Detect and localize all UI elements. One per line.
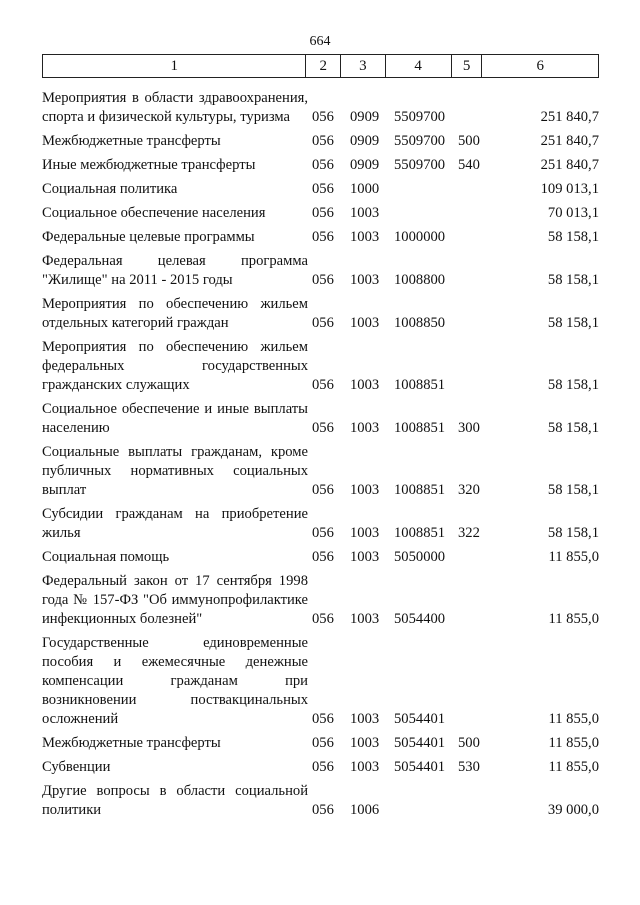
row-name: Мероприятия по обеспечению жильем отдельных категорий граждан — [42, 296, 308, 331]
table-row — [42, 175, 599, 199]
row-name: Социальное обеспечение населения — [42, 205, 266, 221]
row-section-code: 1003 — [350, 420, 380, 436]
row-expense-type: 322 — [458, 525, 480, 541]
row-section-code: 0909 — [350, 157, 380, 173]
row-amount: 58 158,1 — [547, 377, 599, 393]
row-section-code: 1003 — [350, 759, 380, 775]
row-name: Социальная политика — [42, 181, 178, 197]
row-target-code: 5509700 — [394, 109, 446, 125]
row-target-code: 1008851 — [394, 482, 446, 498]
table-row — [42, 84, 599, 127]
row-name: Федеральные целевые программы — [42, 229, 255, 245]
row-ministry-code: 056 — [312, 759, 334, 775]
row-expense-type — [458, 333, 498, 395]
row-expense-type — [458, 567, 498, 629]
row-target-code: 1008851 — [394, 377, 446, 393]
row-expense-type: 320 — [458, 482, 480, 498]
budget-table — [42, 84, 599, 820]
page-number: 664 — [309, 34, 331, 49]
row-expense-type — [458, 175, 498, 199]
row-target-code — [394, 777, 458, 820]
row-ministry-code: 056 — [312, 229, 334, 245]
table-row — [42, 777, 599, 820]
row-expense-type: 500 — [458, 735, 480, 751]
row-target-code: 5509700 — [394, 157, 446, 173]
row-ministry-code: 056 — [312, 735, 334, 751]
row-expense-type: 300 — [458, 420, 480, 436]
row-section-code: 1003 — [350, 482, 380, 498]
table-row — [42, 629, 599, 729]
table-row — [42, 500, 599, 543]
row-ministry-code: 056 — [312, 315, 334, 331]
row-name: Социальная помощь — [42, 549, 170, 565]
row-amount: 251 840,7 — [540, 157, 599, 173]
table-row — [42, 753, 599, 777]
row-name: Мероприятия в области здравоохранения, спорта и физической культуры, туризма — [42, 90, 308, 125]
header-col-1: 1 — [43, 55, 306, 78]
row-target-code: 5054400 — [394, 611, 446, 627]
table-row — [42, 290, 599, 333]
row-target-code: 5054401 — [394, 711, 446, 727]
row-section-code: 1003 — [350, 711, 380, 727]
row-ministry-code: 056 — [312, 420, 334, 436]
row-amount: 11 855,0 — [548, 711, 599, 727]
row-section-code: 1003 — [350, 525, 380, 541]
row-target-code: 5054401 — [394, 735, 446, 751]
header-col-2: 2 — [306, 55, 341, 78]
row-amount: 11 855,0 — [548, 735, 599, 751]
row-expense-type — [458, 777, 498, 820]
row-ministry-code: 056 — [312, 377, 334, 393]
row-expense-type: 500 — [458, 133, 480, 149]
row-target-code: 1008800 — [394, 272, 446, 288]
row-section-code: 1003 — [350, 611, 380, 627]
row-target-code — [394, 199, 458, 223]
row-ministry-code: 056 — [312, 133, 334, 149]
header-col-5: 5 — [451, 55, 482, 78]
row-name: Мероприятия по обеспечению жильем федеральных государственных гражданских служащих — [42, 339, 308, 393]
table-row — [42, 223, 599, 247]
row-section-code: 1006 — [350, 802, 380, 818]
row-target-code: 1008850 — [394, 315, 446, 331]
row-name: Субсидии гражданам на приобретение жилья — [42, 506, 308, 541]
row-expense-type — [458, 247, 498, 290]
row-ministry-code: 056 — [312, 549, 334, 565]
row-amount: 11 855,0 — [548, 549, 599, 565]
row-expense-type: 530 — [458, 759, 480, 775]
row-target-code: 5509700 — [394, 133, 446, 149]
row-name: Федеральная целевая программа "Жилище" на 2011 - 2015 годы — [42, 253, 308, 288]
row-name: Межбюджетные трансферты — [42, 133, 221, 149]
row-name: Государственные единовременные пособия и ежемесячные денежные компенсации гражданам при возникновении поствакцинальных осложнений — [42, 635, 308, 727]
row-expense-type — [458, 543, 498, 567]
table-row — [42, 395, 599, 438]
row-section-code: 1003 — [350, 315, 380, 331]
table-row — [42, 151, 599, 175]
row-amount: 109 013,1 — [540, 181, 599, 197]
row-ministry-code: 056 — [312, 525, 334, 541]
table-row — [42, 247, 599, 290]
row-section-code: 1003 — [350, 735, 380, 751]
table-row — [42, 543, 599, 567]
table-row — [42, 199, 599, 223]
header-col-3: 3 — [341, 55, 386, 78]
row-section-code: 1003 — [350, 205, 380, 221]
row-section-code: 1003 — [350, 272, 380, 288]
row-amount: 58 158,1 — [547, 272, 599, 288]
row-section-code: 1003 — [350, 549, 380, 565]
row-amount: 58 158,1 — [547, 229, 599, 245]
row-amount: 58 158,1 — [547, 315, 599, 331]
row-amount: 58 158,1 — [547, 420, 599, 436]
table-row — [42, 729, 599, 753]
row-name: Другие вопросы в области социальной политики — [42, 783, 308, 818]
row-section-code: 1003 — [350, 229, 380, 245]
row-target-code: 1008851 — [394, 525, 446, 541]
row-target-code — [394, 175, 458, 199]
row-ministry-code: 056 — [312, 482, 334, 498]
row-ministry-code: 056 — [312, 181, 334, 197]
row-expense-type — [458, 84, 498, 127]
row-name: Социальное обеспечение и иные выплаты населению — [42, 401, 308, 436]
row-name: Межбюджетные трансферты — [42, 735, 221, 751]
row-ministry-code: 056 — [312, 611, 334, 627]
row-name: Федеральный закон от 17 сентября 1998 года № 157-ФЗ "Об иммунопрофилактике инфекционных болезней" — [42, 573, 308, 627]
row-amount: 251 840,7 — [540, 133, 599, 149]
row-ministry-code: 056 — [312, 109, 334, 125]
row-amount: 11 855,0 — [548, 759, 599, 775]
row-target-code: 1000000 — [394, 229, 446, 245]
table-row — [42, 567, 599, 629]
row-expense-type — [458, 290, 498, 333]
header-col-4: 4 — [385, 55, 451, 78]
row-amount: 70 013,1 — [547, 205, 599, 221]
row-amount: 58 158,1 — [547, 482, 599, 498]
row-amount: 251 840,7 — [540, 109, 599, 125]
row-amount: 11 855,0 — [548, 611, 599, 627]
header-col-6: 6 — [482, 55, 599, 78]
row-ministry-code: 056 — [312, 802, 334, 818]
row-section-code: 0909 — [350, 109, 380, 125]
row-ministry-code: 056 — [312, 205, 334, 221]
row-target-code: 5054401 — [394, 759, 446, 775]
row-name: Субвенции — [42, 759, 111, 775]
table-row — [42, 438, 599, 500]
row-name: Социальные выплаты гражданам, кроме публичных нормативных социальных выплат — [42, 444, 308, 498]
row-expense-type: 540 — [458, 157, 480, 173]
row-expense-type — [458, 199, 498, 223]
row-ministry-code: 056 — [312, 157, 334, 173]
row-amount: 39 000,0 — [547, 802, 599, 818]
budget-table-body — [42, 84, 599, 820]
row-ministry-code: 056 — [312, 711, 334, 727]
row-amount: 58 158,1 — [547, 525, 599, 541]
row-section-code: 1003 — [350, 377, 380, 393]
row-name: Иные межбюджетные трансферты — [42, 157, 256, 173]
row-section-code: 1000 — [350, 181, 380, 197]
table-row — [42, 127, 599, 151]
row-target-code: 1008851 — [394, 420, 446, 436]
row-expense-type — [458, 629, 498, 729]
row-target-code: 5050000 — [394, 549, 446, 565]
row-section-code: 0909 — [350, 133, 380, 149]
table-row — [42, 333, 599, 395]
row-expense-type — [458, 223, 498, 247]
row-ministry-code: 056 — [312, 272, 334, 288]
table-header — [42, 54, 599, 78]
